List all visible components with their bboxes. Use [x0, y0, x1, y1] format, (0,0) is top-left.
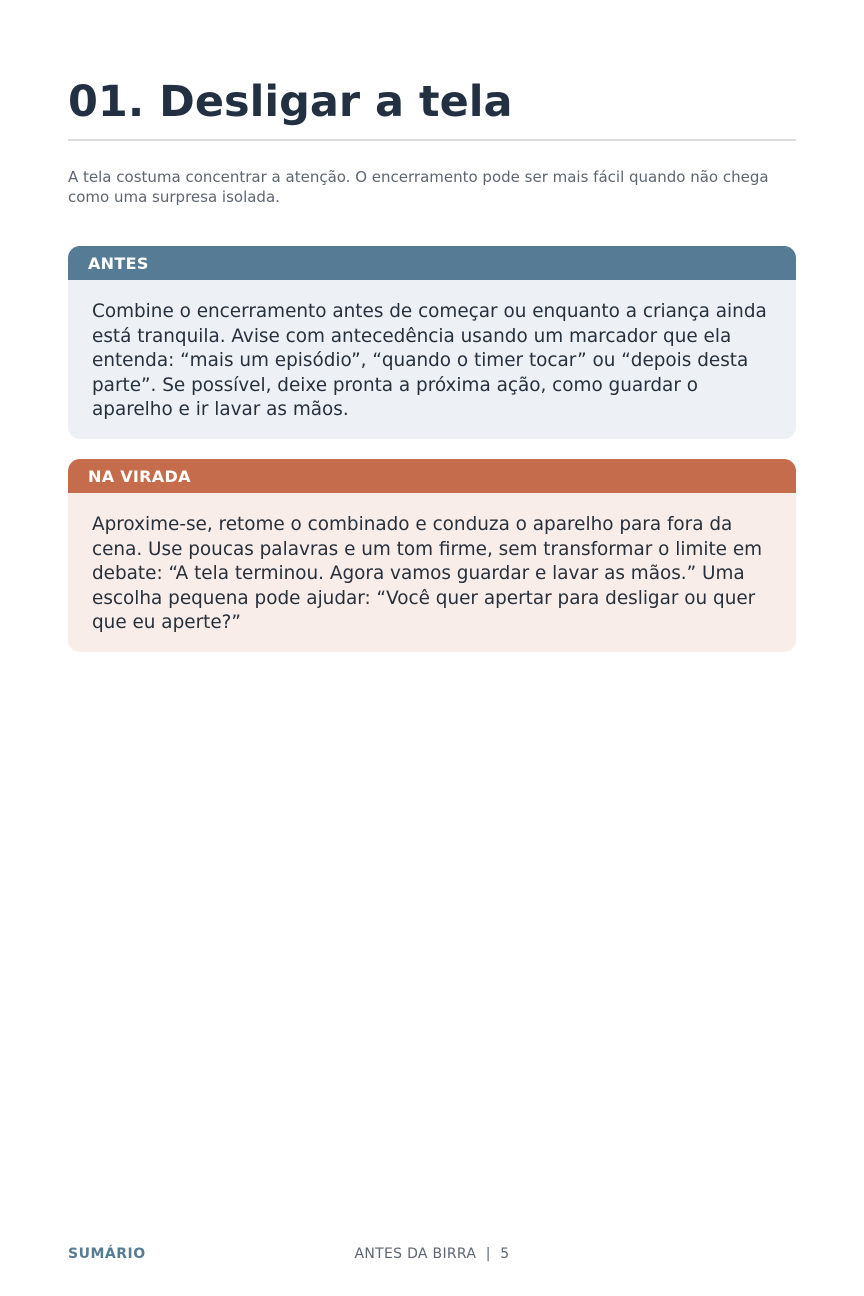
page-title: 01. Desligar a tela — [68, 77, 513, 127]
card-antes-body: Combine o encerramento antes de começar ou enquanto a criança ainda está tranquila. Avise com antecedência usando um marcador que ela entenda: “mais um episódio”, “quando o timer tocar” ou “depois desta parte”. Se possível, deixe pronta a próxima ação, como guardar o aparelho e ir lavar as mãos. — [92, 301, 767, 421]
card-antes-header: ANTES — [68, 246, 796, 280]
running-footer-text: ANTES DA BIRRA | 5 — [354, 1246, 510, 1262]
running-footer — [0, 1246, 864, 1262]
card-antes — [68, 246, 796, 439]
card-na-virada-header: NA VIRADA — [68, 459, 796, 493]
title-divider — [68, 139, 796, 141]
card-na-virada — [68, 459, 796, 652]
toc-link[interactable]: SUMÁRIO — [68, 1246, 146, 1262]
intro-paragraph: A tela costuma concentrar a atenção. O encerramento pode ser mais fácil quando não chega como uma surpresa isolada. — [68, 168, 769, 206]
card-na-virada-body: Aproxime-se, retome o combinado e conduza o aparelho para fora da cena. Use poucas palavras e um tom firme, sem transformar o limite em debate: “A tela terminou. Agora vamos guardar e lavar as mãos.” Uma escolha pequena pode ajudar: “Você quer apertar para desligar ou quer que eu aperte?” — [92, 514, 763, 634]
